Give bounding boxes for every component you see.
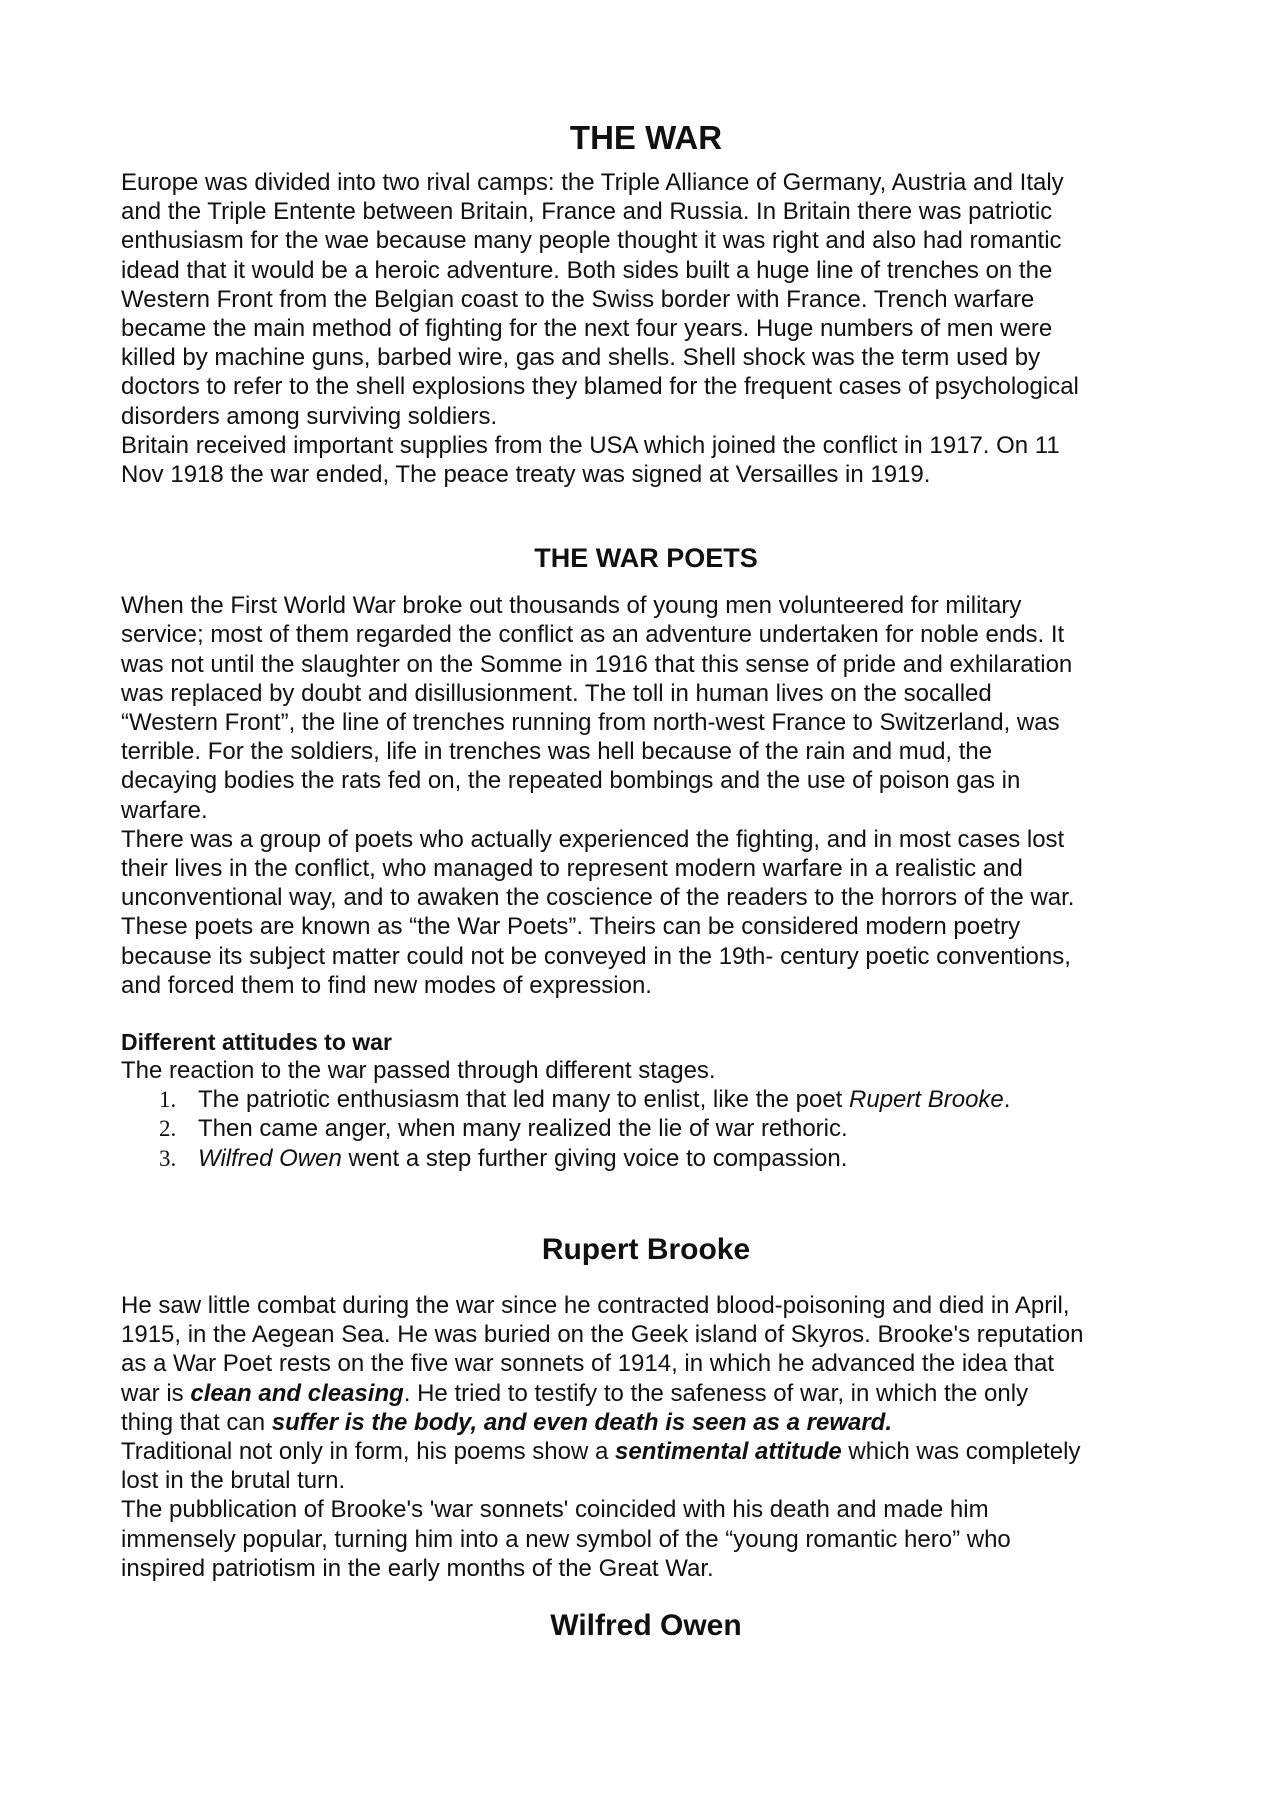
stages-list xyxy=(121,1085,1171,1173)
text-line: decaying bodies the rats fed on, the repeated bombings and the use of poison gas in xyxy=(121,767,1021,795)
text-line: and forced them to find new modes of expression. xyxy=(121,971,652,999)
text-line: disorders among surviving soldiers. xyxy=(121,402,498,430)
text-line: idead that it would be a heroic adventure. Both sides built a huge line of trenches on the xyxy=(121,256,1053,284)
text-line: 1915, in the Aegean Sea. He was buried on the Geek island of Skyros. Brooke's reputation xyxy=(121,1321,1084,1349)
text-line: Nov 1918 the war ended, The peace treaty was signed at Versailles in 1919. xyxy=(121,461,931,489)
text-line: their lives in the conflict, who managed to represent modern warfare in a realistic and xyxy=(121,855,1023,883)
text-line: Traditional not only in form, his poems show a sentimental attitude which was completely xyxy=(121,1437,1081,1465)
emphasis: clean and cleasing xyxy=(190,1379,404,1407)
text-line: lost in the brutal turn. xyxy=(121,1467,346,1495)
text-line: When the First World War broke out thousands of young men volunteered for military xyxy=(121,592,1022,620)
list-item: 3. Wilfred Owen went a step further giving voice to compassion. xyxy=(159,1144,848,1172)
poet-name: Wilfred Owen xyxy=(198,1144,342,1172)
attitudes-intro: The reaction to the war passed through different stages. xyxy=(121,1057,716,1085)
list-item: 2. Then came anger, when many realized the lie of war rethoric. xyxy=(159,1115,848,1143)
text-line: was replaced by doubt and disillusionment. The toll in human lives on the socalled xyxy=(121,679,992,707)
rupert-brooke-paragraph xyxy=(121,1291,1171,1583)
text-line: killed by machine guns, barbed wire, gas and shells. Shell shock was the term used by xyxy=(121,344,1041,372)
text-line: There was a group of poets who actually experienced the fighting, and in most cases lost xyxy=(121,825,1065,853)
text-line: These poets are known as “the War Poets”. Theirs can be considered modern poetry xyxy=(121,913,1021,941)
text-line: Western Front from the Belgian coast to the Swiss border with France. Trench warfare xyxy=(121,285,1035,313)
text-line: war is clean and cleasing. He tried to testify to the safeness of war, in which the only xyxy=(121,1379,1029,1407)
text-line: warfare. xyxy=(121,796,208,824)
text-line: Europe was divided into two rival camps: the Triple Alliance of Germany, Austria and Italy xyxy=(121,169,1064,196)
text-line: service; most of them regarded the conflict as an adventure undertaken for noble ends. It xyxy=(121,621,1065,649)
text-line: “Western Front”, the line of trenches running from north-west France to Switzerland, was xyxy=(121,709,1060,737)
section-title-war-poets: THE WAR POETS xyxy=(534,543,758,574)
list-item: 1. The patriotic enthusiasm that led many to enlist, like the poet Rupert Brooke. xyxy=(159,1086,1011,1114)
text-line: enthusiasm for the wae because many people thought it was right and also had romantic xyxy=(121,227,1062,255)
text-line: doctors to refer to the shell explosions they blamed for the frequent cases of psychological xyxy=(121,373,1079,401)
text-line: He saw little combat during the war since he contracted blood-poisoning and died in April, xyxy=(121,1291,1070,1319)
section-title-rupert-brooke: Rupert Brooke xyxy=(541,1232,751,1266)
the-war-paragraph xyxy=(121,168,1171,489)
text-line: was not until the slaughter on the Somme in 1916 that this sense of pride and exhilaration xyxy=(121,650,1073,678)
emphasis: sentimental attitude xyxy=(615,1437,842,1465)
war-poets-paragraph xyxy=(121,591,1171,1000)
section-title-wilfred-owen: Wilfred Owen xyxy=(550,1608,742,1642)
document-page xyxy=(121,118,1171,1645)
section-title-the-war: THE WAR xyxy=(569,119,723,156)
list-number: 1. xyxy=(159,1087,177,1113)
text-line: as a War Poet rests on the five war sonnets of 1914, in which he advanced the idea that xyxy=(121,1350,1054,1378)
list-number: 3. xyxy=(159,1145,177,1171)
subheading-different-attitudes: Different attitudes to war xyxy=(121,1029,392,1056)
text-line: became the main method of fighting for the next four years. Huge numbers of men were xyxy=(121,315,1053,343)
text-line: because its subject matter could not be conveyed in the 19th- century poetic conventions, xyxy=(121,942,1071,970)
text-line: unconventional way, and to awaken the coscience of the readers to the horrors of the war. xyxy=(121,884,1075,912)
text-line: terrible. For the soldiers, life in trenches was hell because of the rain and mud, the xyxy=(121,738,993,766)
text-line: thing that can suffer is the body, and even death is seen as a reward. xyxy=(121,1408,893,1436)
text-line: and the Triple Entente between Britain, France and Russia. In Britain there was patriotic xyxy=(121,198,1053,226)
emphasis: suffer is the body, and even death is seen as a reward. xyxy=(271,1408,893,1436)
text-line: inspired patriotism in the early months of the Great War. xyxy=(121,1554,714,1582)
text-line: The pubblication of Brooke's 'war sonnets' coincided with his death and made him xyxy=(121,1496,989,1524)
poet-name: Rupert Brooke xyxy=(849,1086,1004,1114)
text-line: Britain received important supplies from the USA which joined the conflict in 1917. On 11 xyxy=(121,431,1060,459)
list-number: 2. xyxy=(159,1116,177,1142)
text-line: immensely popular, turning him into a new symbol of the “young romantic hero” who xyxy=(121,1525,1011,1553)
